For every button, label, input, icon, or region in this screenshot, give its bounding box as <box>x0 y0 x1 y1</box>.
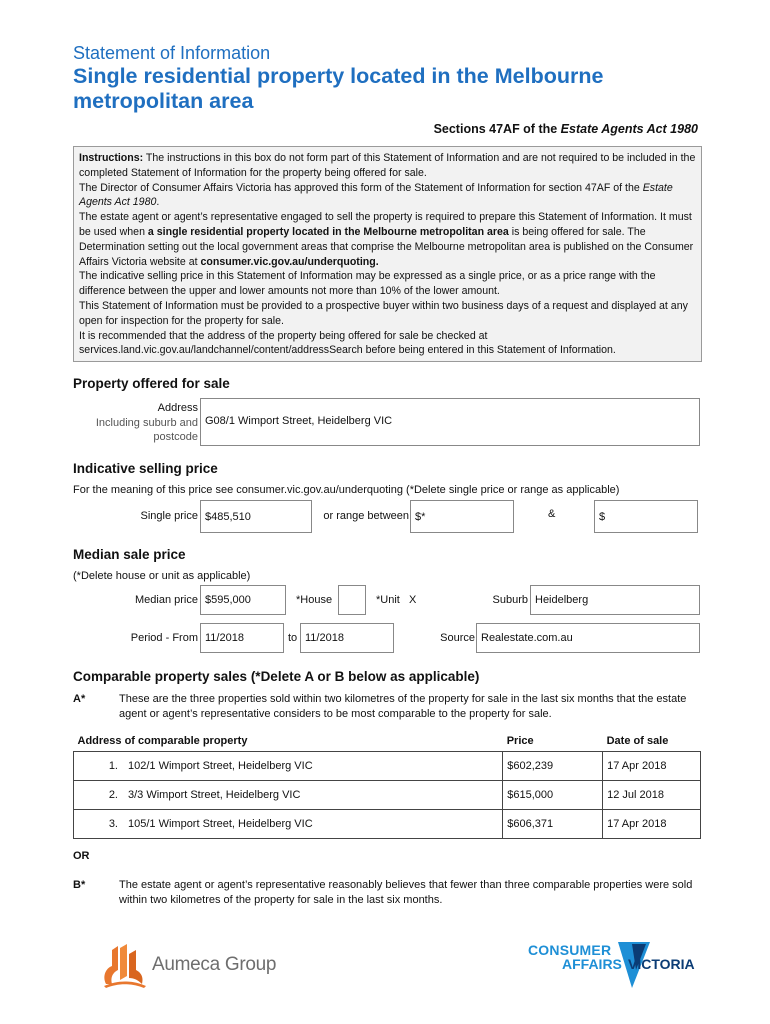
table-row <box>74 810 701 839</box>
comparable-address: 3/3 Wimport Street, Heidelberg VIC <box>128 789 301 801</box>
sections-reference <box>434 122 698 136</box>
property-address-field[interactable] <box>200 398 700 446</box>
property-heading: Property offered for sale <box>73 376 230 391</box>
agency-logo <box>100 940 290 990</box>
suburb-label: Suburb <box>492 594 528 606</box>
unit-value: X <box>409 594 417 606</box>
median-heading: Median sale price <box>73 547 186 562</box>
form-kicker: Statement of Information <box>73 43 271 63</box>
title-line-2: metropolitan area <box>73 89 254 113</box>
comparable-heading: Comparable property sales (*Delete A or B below as applicable) <box>73 669 480 684</box>
period-to-label: to <box>288 632 298 644</box>
aumeca-mark-icon <box>100 940 150 990</box>
title-line-1: Single residential property located in the Melbourne <box>73 64 604 88</box>
form-title <box>73 64 693 114</box>
range-label: or range between <box>323 510 409 522</box>
range-high-value: $ <box>599 510 606 523</box>
comparable-table <box>73 731 701 839</box>
period-from-label: Period - From <box>130 632 198 644</box>
comparable-address-cell[interactable] <box>74 810 503 839</box>
instructions-p6: It is recommended that the address of the property being offered for sale be checked at services.land.vic.gov.au/landchannel/content/addressSearch before being entered in this Statement of Information. <box>79 329 616 357</box>
median-note: (*Delete house or unit as applicable) <box>73 570 251 582</box>
address-label-line3: postcode <box>153 431 198 443</box>
median-price-value: $595,000 <box>205 594 251 606</box>
house-field[interactable] <box>338 585 366 615</box>
indicative-heading: Indicative selling price <box>73 461 218 476</box>
instructions-p2-act: Estate Agents Act 1980 <box>79 181 673 209</box>
source-value: Realestate.com.au <box>481 632 573 644</box>
table-row <box>74 781 701 810</box>
address-label-line1: Address <box>157 402 198 414</box>
single-price-value: $485,510 <box>205 510 251 523</box>
option-a-text: These are the three properties sold within two kilometres of the property for sale in the last six months that the estate agent or agent’s representative considers to be most comparable to the property for sale. <box>119 693 687 720</box>
instructions-p2-text: The Director of Consumer Affairs Victoria has approved this form of the Statement of Information for section 47AF of the <box>79 181 643 194</box>
sections-prefix: Sections 47AF of the <box>433 122 561 136</box>
suburb-value: Heidelberg <box>535 594 589 606</box>
property-address-value: G08/1 Wimport Street, Heidelberg VIC <box>205 415 393 427</box>
option-b-text: The estate agent or agent’s representative reasonably believes that fewer than three comparable properties were sold within two kilometres of the property for sale in the last six months. <box>119 879 693 906</box>
range-low-field[interactable] <box>410 500 514 533</box>
period-from-value: 11/2018 <box>205 632 244 644</box>
single-price-field[interactable] <box>200 500 312 533</box>
col-date-header: Date of sale <box>606 735 669 747</box>
or-label: OR <box>73 850 90 862</box>
range-low-value: $* <box>415 510 426 523</box>
instructions-label: Instructions: <box>79 152 144 164</box>
median-price-label: Median price <box>135 594 198 606</box>
unit-field[interactable] <box>404 585 460 615</box>
comparable-address-cell[interactable] <box>74 752 503 781</box>
comparable-date: 17 Apr 2018 <box>607 760 667 772</box>
row-number: 2. <box>108 789 118 801</box>
option-b-label: B* <box>73 879 86 891</box>
comparable-price: $615,000 <box>507 789 554 801</box>
option-a-label: A* <box>73 693 86 705</box>
comparable-price-cell[interactable] <box>503 752 603 781</box>
table-row <box>74 752 701 781</box>
instructions-p2-end: . <box>156 196 160 209</box>
col-address-header: Address of comparable property <box>77 735 248 747</box>
instructions-p3 <box>79 210 696 269</box>
row-number: 1. <box>108 760 118 772</box>
comparable-address: 105/1 Wimport Street, Heidelberg VIC <box>128 818 313 830</box>
suburb-field[interactable] <box>530 585 700 615</box>
indicative-note: For the meaning of this price see consumer.vic.gov.au/underquoting (*Delete single price or range as applicable) <box>73 484 620 496</box>
comparable-price-cell[interactable] <box>503 781 603 810</box>
comparable-date-cell[interactable] <box>603 752 701 781</box>
address-label-line2: Including suburb and <box>95 416 198 429</box>
comparable-date: 12 Jul 2018 <box>607 789 664 801</box>
instructions-p3-bold: a single residential property located in the Melbourne metropolitan area <box>147 225 509 238</box>
period-from-field[interactable] <box>200 623 284 653</box>
instructions-box <box>73 146 702 362</box>
cav-line1: CONSUMER <box>528 942 612 958</box>
comparable-price-cell[interactable] <box>503 810 603 839</box>
instructions-p3-b: is being offered for sale. The Determination setting out the local government areas that comprise the Melbourne metropolitan area is published on the Consumer Affairs Victoria website at <box>79 225 694 268</box>
instructions-p1 <box>79 151 696 181</box>
comparable-date: 17 Apr 2018 <box>607 818 667 830</box>
period-to-value: 11/2018 <box>305 632 344 644</box>
comparable-date-cell[interactable] <box>603 781 701 810</box>
instructions-p5: This Statement of Information must be provided to a prospective buyer within two business days of a request and displayed at any open for inspection for the property for sale. <box>79 299 688 327</box>
comparable-price: $606,371 <box>507 818 554 830</box>
single-price-label: Single price <box>140 510 198 522</box>
cav-line2b: VICTORIA <box>628 956 695 972</box>
underquoting-link[interactable]: consumer.vic.gov.au/underquoting. <box>200 255 379 268</box>
instructions-p2 <box>79 181 696 211</box>
comparable-address: 102/1 Wimport Street, Heidelberg VIC <box>128 760 313 772</box>
cav-line2a: AFFAIRS <box>562 956 622 972</box>
source-field[interactable] <box>476 623 700 653</box>
comparable-price: $602,239 <box>507 760 554 772</box>
instructions-p4: The indicative selling price in this Statement of Information may be expressed as a single price, or as a price range with the difference between the upper and lower amounts not more than 10% of the lower amount. <box>79 270 656 298</box>
aumeca-logo-text: Aumeca Group <box>152 954 277 975</box>
comparable-date-cell[interactable] <box>603 810 701 839</box>
table-header-row <box>74 731 701 752</box>
cav-logo <box>528 940 708 992</box>
instructions-p1-text: The instructions in this box do not form part of this Statement of Information and are not required to be included in the completed Statement of Information for the property being offered for sale. <box>79 152 696 179</box>
col-price-header: Price <box>506 735 534 747</box>
house-label: *House <box>296 594 333 606</box>
address-label <box>73 401 198 445</box>
row-number: 3. <box>108 818 118 830</box>
source-label: Source <box>440 632 475 644</box>
range-ampersand: & <box>548 508 556 520</box>
median-price-field[interactable] <box>200 585 286 615</box>
sections-act: Estate Agents Act 1980 <box>560 122 698 136</box>
period-to-field[interactable] <box>300 623 394 653</box>
instructions-p3-a: The estate agent or agent’s representative engaged to sell the property is required to prepare this Statement of Information. It must be used when <box>79 211 692 238</box>
unit-label: *Unit <box>376 594 400 606</box>
comparable-address-cell[interactable] <box>74 781 503 810</box>
range-high-field[interactable] <box>594 500 698 533</box>
